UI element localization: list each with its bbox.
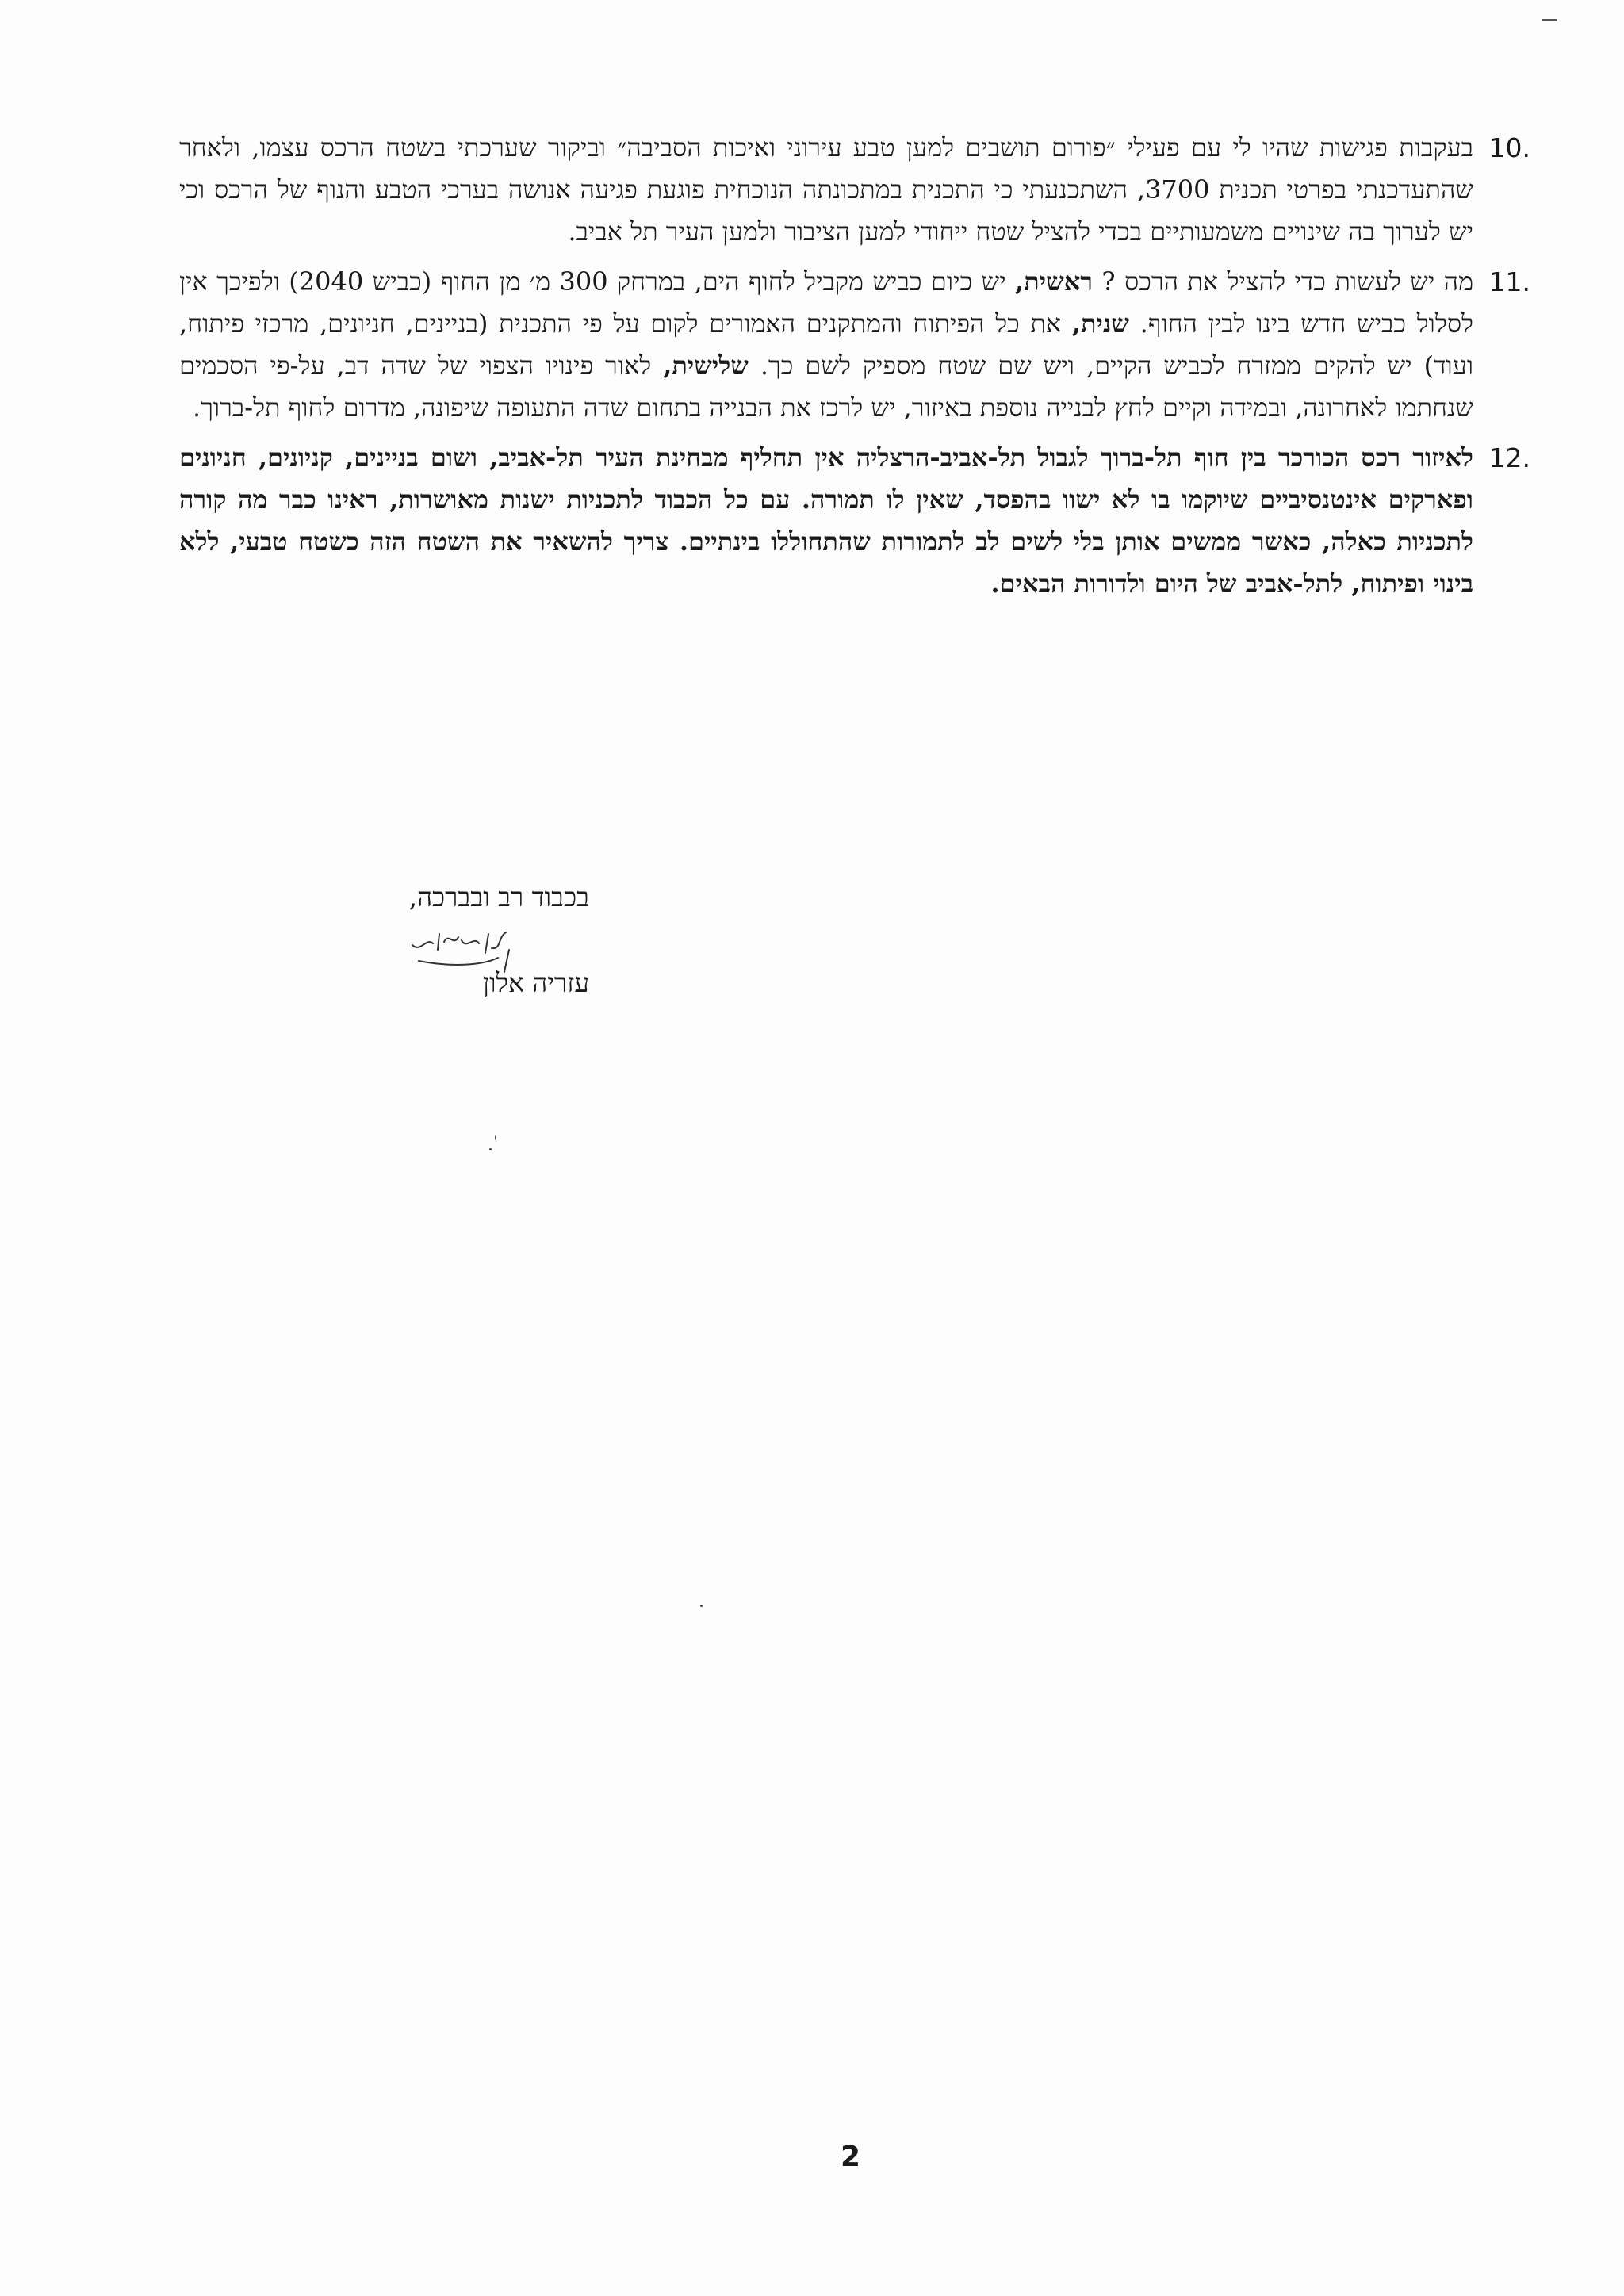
item-number: 12.: [1488, 442, 1530, 473]
scan-mark: [1542, 19, 1557, 21]
list-item-10: [179, 127, 1530, 253]
page-number: 2: [841, 2141, 861, 2173]
item-text: [179, 261, 1473, 429]
item-text-segment: מה יש לעשות כדי להציל את הרכס ?: [1093, 266, 1474, 297]
closing-salutation: בכבוד רב ובברכה,: [408, 882, 589, 913]
handwritten-signature: [403, 926, 514, 974]
list-item-12: [179, 437, 1530, 605]
item-text-segment: את כל הפיתוח והמתקנים האמורים לקום על פי התכנית (בניינים, חניונים, מרכזי פיתוח, ועוד) יש להקים ממזרח לכביש הקיים, ויש שם שטח מספיק לשם כך.: [179, 308, 1474, 381]
item-number: 10.: [1488, 132, 1530, 163]
item-text: [179, 127, 1473, 253]
signer-name: עזריה אלון: [482, 967, 589, 998]
item-text-bold-segment: שנית,: [1071, 308, 1129, 339]
item-number: 11.: [1488, 266, 1530, 297]
item-text-segment: לאור פינויו הצפוי של שדה דב, על-פי הסכמים שנחתמו לאחרונה, ובמידה וקיים לחץ לבנייה נוספת באיזור, יש לרכז את הבנייה בתחום שדה התעופה שיפונה, מדרום לחוף תל-ברוך.: [179, 350, 1473, 423]
item-text-bold-segment: ראשית,: [1015, 266, 1093, 297]
item-text-bold-segment: שלישית,: [663, 350, 749, 381]
scan-speck: [489, 1148, 492, 1150]
item-text-segment: לאיזור רכס הכורכר בין חוף תל-ברוך לגבול תל-אביב-הרצליה אין תחליף מבחינת העיר תל-אביב, ושום בניינים, קניונים, חניונים ופארקים אינטנסיביים שיוקמו בו לא ישוו בהפסד, שאין לו תמורה. עם כל הכבוד לתכניות ישנות מאושרות, ראינו כבר מה קורה לתכניות כאלה, כאשר ממשים אותן בלי לשים לב לתמורות שהתחוללו בינתיים. צריך להשאיר את השטח הזה כשטח טבעי, ללא בינוי ופיתוח, לתל-אביב של היום ולדורות הבאים.: [179, 442, 1474, 599]
item-text-segment: בעקבות פגישות שהיו לי עם פעילי ״פורום תושבים למען טבע עירוני ואיכות הסביבה״ וביקור שערכתי בשטח הרכס עצמו, ולאחר שהתעדכנתי בפרטי תכנית 3700, השתכנעתי כי התכנית במתכונתה הנוכחית פוגעת פגיעה אנושה בערכי הטבע והנוף של הרכס וכי יש לערוך בה שינויים משמעותיים בכדי להציל שטח ייחודי למען הציבור ולמען העיר תל אביב.: [179, 132, 1473, 247]
scan-speck: [495, 1135, 496, 1140]
item-text: [179, 437, 1473, 605]
list-item-11: [179, 261, 1530, 429]
numbered-list: [179, 127, 1530, 613]
scan-speck: [700, 1605, 703, 1607]
item-text-segment: יש כיום כביש מקביל לחוף הים, במרחק 300 מ׳ מן החוף (כביש 2040) ולפיכך אין לסלול כביש חדש בינו לבין החוף.: [179, 266, 1474, 339]
